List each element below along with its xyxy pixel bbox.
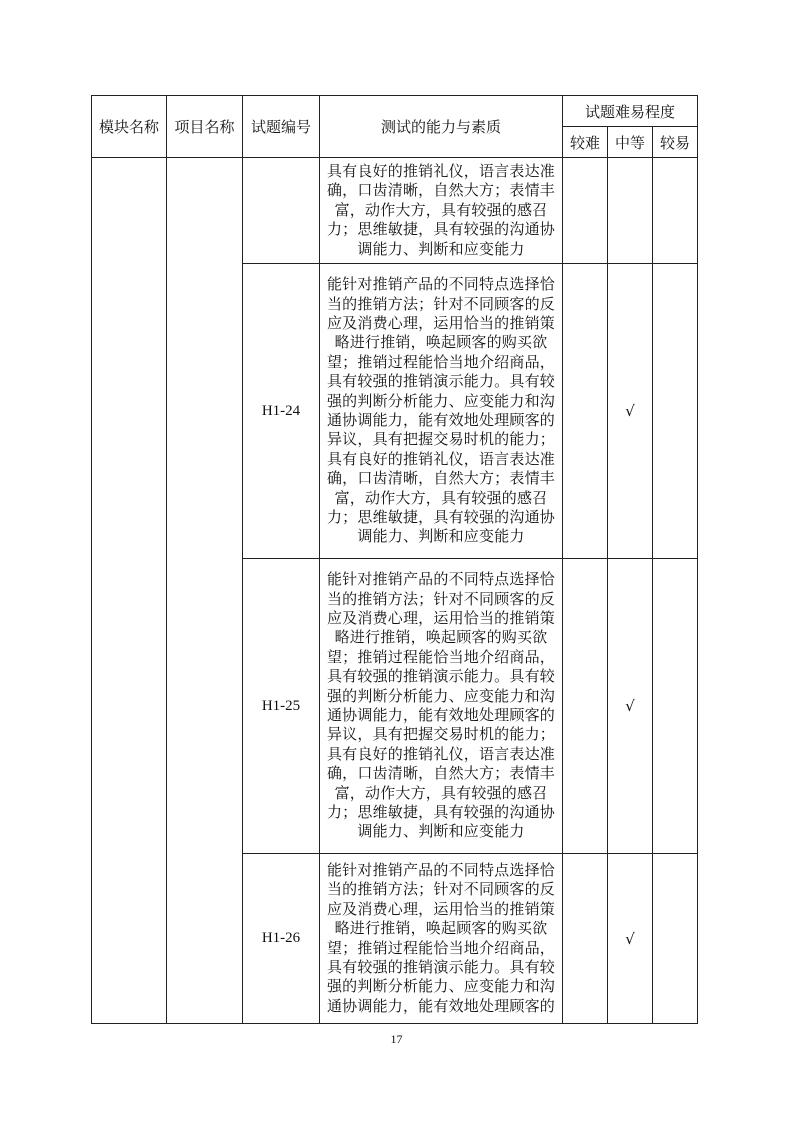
- module-name-header: 模块名称: [92, 96, 167, 158]
- hard-cell: [563, 559, 608, 854]
- easy-cell: [653, 264, 698, 559]
- ability-cell: 具有良好的推销礼仪，语言表达准确，口齿清晰，自然大方；表情丰富，动作大方，具有较强的感召力；思维敏捷，具有较强的沟通协调能力、判断和应变能力: [320, 158, 563, 264]
- easy-cell: [653, 559, 698, 854]
- question-code-cell: H1-25: [243, 559, 320, 854]
- table-row: [92, 158, 698, 264]
- ability-cell: 能针对推销产品的不同特点选择恰当的推销方法；针对不同顾客的反应及消费心理，运用恰当的推销策略进行推销，唤起顾客的购买欲望；推销过程能恰当地介绍商品，具有较强的推销演示能力。具有较强的判断分析能力、应变能力和沟通协调能力，能有效地处理顾客的: [320, 854, 563, 1024]
- difficulty-header: 试题难易程度: [563, 96, 698, 127]
- hard-cell: [563, 854, 608, 1024]
- question-code-cell: H1-24: [243, 264, 320, 559]
- difficulty-table: [91, 95, 698, 1024]
- module-name-cell: [92, 158, 167, 1024]
- ability-cell: 能针对推销产品的不同特点选择恰当的推销方法；针对不同顾客的反应及消费心理，运用恰当的推销策略进行推销，唤起顾客的购买欲望；推销过程能恰当地介绍商品，具有较强的推销演示能力。具有较强的判断分析能力、应变能力和沟通协调能力，能有效地处理顾客的异议，具有把握交易时机的能力；具有良好的推销礼仪，语言表达准确，口齿清晰，自然大方；表情丰富，动作大方，具有较强的感召力；思维敏捷，具有较强的沟通协调能力、判断和应变能力: [320, 559, 563, 854]
- hard-cell: [563, 158, 608, 264]
- medium-cell: √: [608, 559, 653, 854]
- page-number: 17: [390, 1032, 403, 1046]
- easy-cell: [653, 854, 698, 1024]
- project-name-cell: [167, 158, 243, 1024]
- question-code-header: 试题编号: [243, 96, 320, 158]
- medium-cell: √: [608, 264, 653, 559]
- hard-cell: [563, 264, 608, 559]
- ability-cell: 能针对推销产品的不同特点选择恰当的推销方法；针对不同顾客的反应及消费心理，运用恰当的推销策略进行推销，唤起顾客的购买欲望；推销过程能恰当地介绍商品，具有较强的推销演示能力。具有较强的判断分析能力、应变能力和沟通协调能力，能有效地处理顾客的异议，具有把握交易时机的能力；具有良好的推销礼仪，语言表达准确，口齿清晰，自然大方；表情丰富，动作大方，具有较强的感召力；思维敏捷，具有较强的沟通协调能力、判断和应变能力: [320, 264, 563, 559]
- medium-cell: [608, 158, 653, 264]
- hard-header: 较难: [563, 127, 608, 158]
- ability-header: 测试的能力与素质: [320, 96, 563, 158]
- project-name-header: 项目名称: [167, 96, 243, 158]
- header-row-1: [92, 96, 698, 127]
- easy-header: 较易: [653, 127, 698, 158]
- question-code-cell: [243, 158, 320, 264]
- question-code-cell: H1-26: [243, 854, 320, 1024]
- medium-header: 中等: [608, 127, 653, 158]
- easy-cell: [653, 158, 698, 264]
- medium-cell: √: [608, 854, 653, 1024]
